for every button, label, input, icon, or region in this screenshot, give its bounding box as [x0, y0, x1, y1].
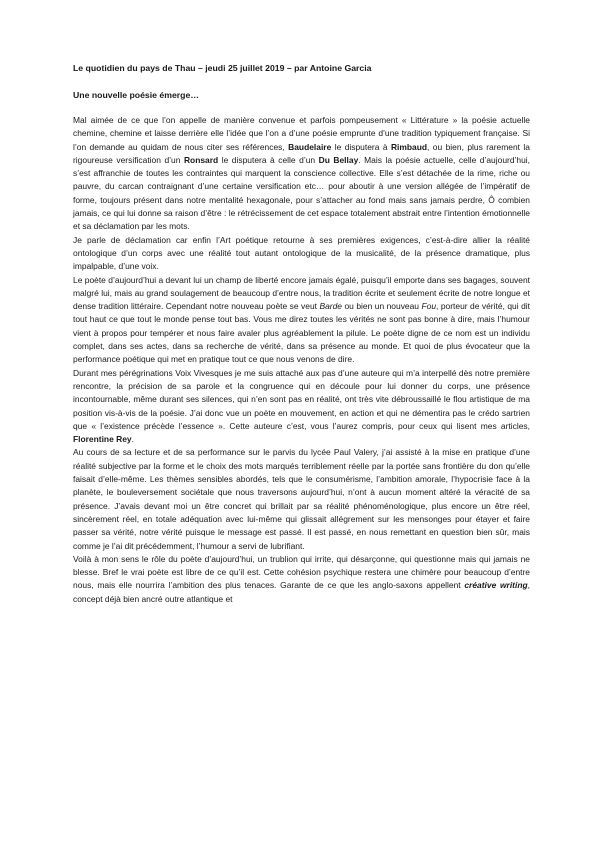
- article-subtitle: Une nouvelle poésie émerge…: [73, 90, 200, 100]
- text-run: , porteur de vérité, qui dit tout haut ce que tout le monde pense tout bas. Vous me direz toutes les vérités ne sont pas bonne à dire, mais l’humour vient à propos pour tempérer et nous faire avaler plus agréablement la pilule. Le poète digne de ce nom est un individu complet, dans ses actes, dans sa recherche de vérité, dans sa présence au monde. Et quoi de plus évocateur que la performance poétique qui met en pratique tout ce que nous venons de dire.: [73, 301, 530, 365]
- name-rimbaud: Rimbaud: [390, 141, 428, 152]
- article-header: Le quotidien du pays de Thau – jeudi 25 juillet 2019 – par Antoine Garcia: [73, 63, 372, 73]
- paragraph-3: [73, 274, 530, 367]
- paragraph-2: Je parle de déclamation car enfin l’Art poétique retourne à ses premières exigences, c’est-à-dire allier la réalité ontologique d’un corps avec une réalité tout autant ontologique de la musicalité, de la présence dramatique, plus impalpable, d’une voix.: [73, 234, 530, 272]
- text-run: , concept déjà bien ancré outre atlantique et: [73, 580, 531, 604]
- text-run: Voilà à mon sens le rôle du poète d’aujourd’hui, un trublion qui irrite, qui désarçonne, qui questionne mais qui jamais ne blesse. Bref le vrai poète est libre de ce qu’il est. Cette cohésion psychique restera une chimère pour beaucoup d’entre nous, mais elle nourrira l’ambition des plus tenaces. Garante de ce que les anglo-saxons appellent: [73, 553, 530, 591]
- paragraph-5: Au cours de sa lecture et de sa performance sur le parvis du lycée Paul Valery, j’ai assisté à la mise en pratique d’une réalité subjective par la forme et le choix des mots marqués terriblement réelle par la portée sans frontière du don qu’elle faisait d’elle-même. Les thèmes sensibles abordés, tels que le consumérisme, l’ambition amorale, l’hypocrisie face à la planète, le bouleversement sociétale que nous traversons aujourd’hui, n’ont à aucun moment altéré la véracité de sa présence. J’avais devant moi un être concret qui brillait par sa réalité phénoménologique, plus encore un être réel, sincèrement réel, en totale adéquation avec lui-même qui glissait allégrement sur les mensonges pour étayer et faire passer sa vérité, notre vérité puisque le message est passé. Il est passé, en nous remettant en question bien sûr, mais comme je l’ai dit précédemment, l’humour a servi de lubrifiant.: [73, 447, 530, 551]
- text-run: le disputera à celle d’un: [218, 154, 319, 165]
- name-baudelaire: Baudelaire: [288, 141, 332, 152]
- text-run: Durant mes pérégrinations Voix Vivesques je me suis attaché aux pas d’une auteure qui m’a interpellé dès notre première rencontre, la précision de sa parole et la congruence qui en découle pour lui donner du corps, une présence incontournable, même durant ses silences, qui n’en sont pas en réalité, ont très vite débroussaillé le flou artistique de ma position vis-à-vis de la poésie. J’ai donc vue un poète en mouvement, en action et qui ne démentira pas le crédo sartrien que « l’existence précède l’essence ». Cette auteure c’est, vous l’aurez compris, pour ceux qui lisent mes articles,: [73, 367, 530, 431]
- text-run: Mal aimée de ce que l’on appelle de manière convenue et parfois pompeusement « Littérature » la poésie actuelle chemine, chemine et laisse derrière elle l’idée que l’on a d’une poésie emprunte d’une tradition typiquement française. Si l’on demande au quidam de nous citer ses références,: [73, 115, 530, 152]
- text-run: Le poète d’aujourd’hui a devant lui un champ de liberté encore jamais égalé, puisqu’il emporte dans ses bagages, souvent malgré lui, mais au grand soulagement de beaucoup d’entre nous, la tradition écrite et seulement écrite de notre longue et dense tradition littéraire. Cependant notre nouveau poète se veut: [73, 274, 530, 312]
- paragraph-6: [73, 553, 530, 606]
- text-run: ou bien un nouveau: [342, 301, 422, 312]
- word-fou: Fou: [421, 301, 437, 312]
- paragraph-1: [73, 114, 530, 234]
- paragraph-4: [73, 367, 530, 447]
- article-body: [73, 114, 530, 606]
- text-run: .: [131, 434, 134, 445]
- name-du-bellay: Du Bellay: [318, 154, 359, 165]
- text-run: le disputera à: [331, 141, 391, 152]
- word-barde: Barde: [319, 301, 342, 312]
- name-ronsard: Ronsard: [183, 154, 219, 165]
- text-run: . Mais la poésie actuelle, celle d’aujourd’hui, s’est affranchie de toutes les contraintes qui marquent la conscience collective. Elle s’est détachée de la rime, riche ou pauvre, du carcan contraignant d’une certaine versification etc… pour aboutir à une version allégée de l’impératif de forme, toujours présent dans notre mentalité hexagonale, pour s’attacher au fond mais sans jamais perdre, Ô combien jamais, ce qui lui donne sa raison d’être : le rétrécissement de cet espace totalement abstrait entre l’intention émotionnelle et sa déclamation par les mots.: [73, 154, 530, 232]
- text-run: , ou bien, plus rarement la rigoureuse versification d’un: [73, 141, 530, 165]
- term-creative-writing: créative writing: [464, 580, 528, 591]
- name-florentine-rey: Florentine Rey: [73, 434, 132, 445]
